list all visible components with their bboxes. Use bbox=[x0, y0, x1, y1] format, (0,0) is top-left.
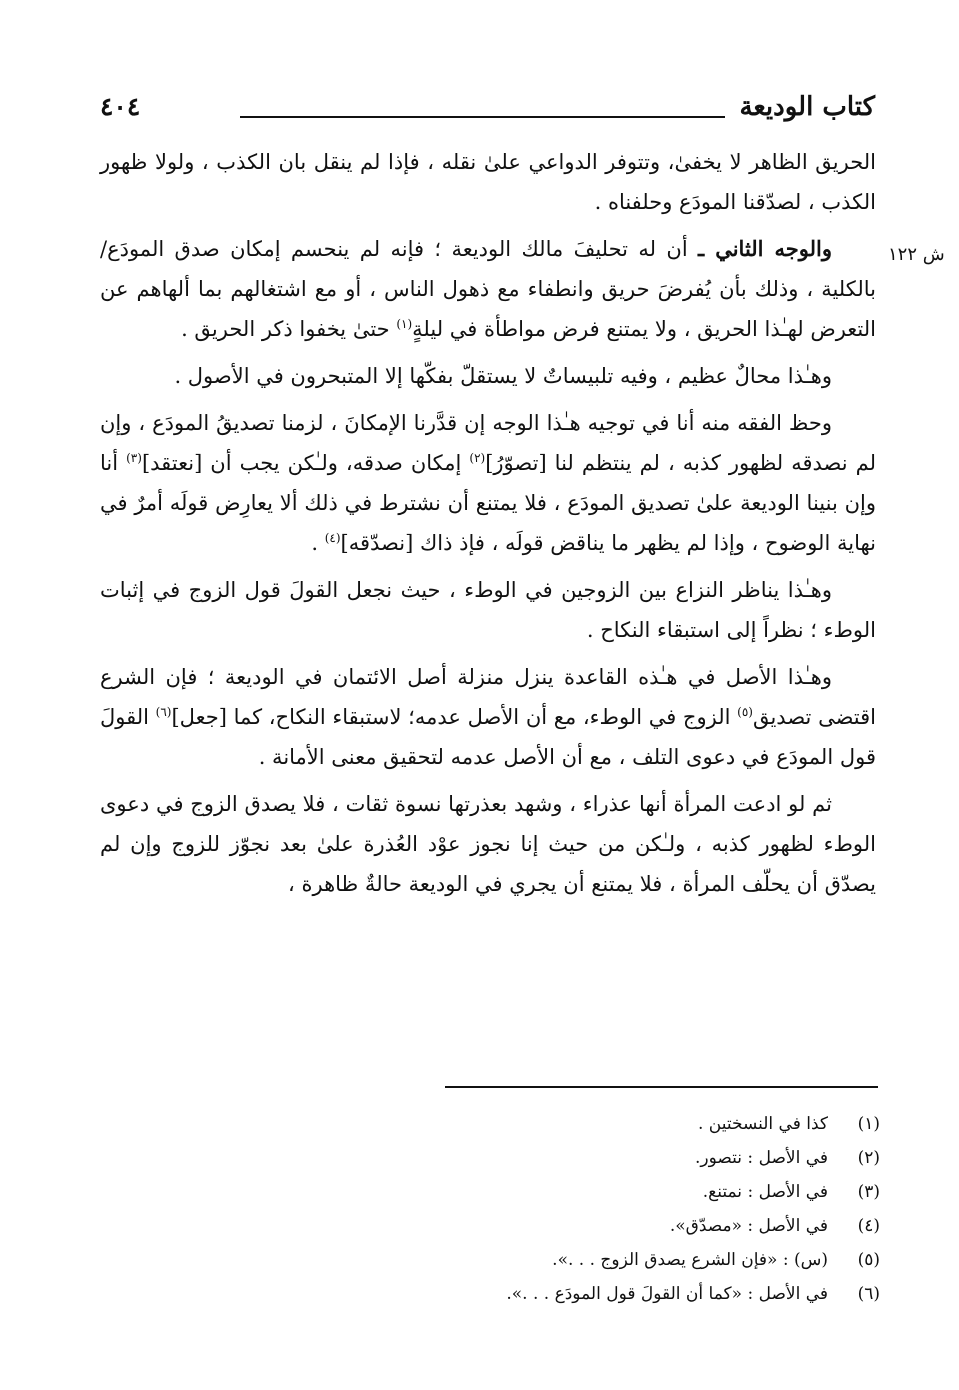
header-rule bbox=[240, 116, 725, 118]
paragraph-text: أنا وإن بنينا الوديعة علىٰ تصديق المودَع ، فلا يمتنع أن نشترط في ذلك ألا يعارِض قولَه أمرٌ في نهاية الوضوح ، وإذا لم يظهر ما يناقض قولَه ، فإذ ذاك [نصدّقه] bbox=[100, 451, 876, 555]
paragraph-text: وحظ الفقه منه أنا في توجيه هـٰذا الوجه إن قدَّرنا الإمكانَ ، لزمنا تصديقُ المودَع ، وإن لم نصدقه لظهور كذبه ، لم ينتظم لنا [تصوّرُ] bbox=[100, 411, 876, 475]
footnote-text: في الأصل : نتصور. bbox=[695, 1148, 828, 1168]
footnote-number: (٤) bbox=[857, 1216, 880, 1236]
footnote bbox=[300, 1141, 880, 1175]
paragraph-text: وهـٰذا الأصل في هـٰذه القاعدة ينزل منزلة أصل الائتمان في الوديعة ؛ فإن الشرع اقتضى تصديق bbox=[100, 665, 876, 729]
paragraph bbox=[100, 784, 876, 904]
paragraph-text: حتىٰ يخفوا ذكر الحريق . bbox=[181, 317, 397, 341]
main-text bbox=[100, 142, 876, 911]
footnote-ref: (١) bbox=[396, 317, 413, 331]
footnote-number: (٥) bbox=[857, 1250, 880, 1270]
footnote-ref: (٣) bbox=[126, 451, 142, 465]
running-header bbox=[100, 92, 875, 132]
footnote-text: في الأصل : «كما أن القولَ قول المودَع . . .». bbox=[506, 1284, 828, 1304]
paragraph-text: وهـٰذا يناظر النزاع بين الزوجين في الوطء ، حيث نجعل القولَ قول الزوج في إثبات الوطء ؛ نظراً إلى استبقاء النكاح . bbox=[100, 578, 876, 642]
footnote bbox=[300, 1175, 880, 1209]
footnote-ref: (٦) bbox=[155, 705, 172, 719]
paragraph-text: الزوج في الوطء، مع أن الأصل عدمه؛ لاستبقاء النكاح، كما [جعل] bbox=[171, 705, 738, 729]
paragraph bbox=[100, 657, 876, 777]
margin-reference: ش ١٢٢ bbox=[888, 244, 945, 265]
paragraph bbox=[100, 570, 876, 650]
paragraph-text: أن له تحليفَ مالك الوديعة ؛ فإنه لم ينحسم إمكان صدق المودَع/ بالكلية ، وذلك بأن يُفرضَ حريق وانطفاء مع ذهول الناس ، أو مع اشتغالهم بما ألهاهم عن التعرض لهـٰذا الحريق ، ولا يمتنع فرض مواطأة في ليلةٍ bbox=[100, 237, 876, 341]
footnote bbox=[300, 1107, 880, 1141]
footnote-ref: (٥) bbox=[737, 705, 753, 719]
paragraph-text: إمكان صدقه، ولـٰكن يجب أن [نعتقد] bbox=[141, 451, 470, 475]
paragraph-text: ثم لو ادعت المرأة أنها عذراء ، وشهد بعذرتها نسوة ثقات ، فلا يصدق الزوج في دعوى الوطء لظهور كذبه ، ولـٰكن من حيث إنا نجوز عوْد العُذرة علىٰ بعد نجوّز للزوج وإن لم يصدّق أن يحلّف المرأة ، فلا يمتنع أن يجري في الوديعة حالةٌ ظاهرة ، bbox=[100, 792, 876, 896]
footnote-number: (٢) bbox=[857, 1148, 880, 1168]
footnote-divider bbox=[445, 1086, 878, 1088]
paragraph-text: القولَ قول المودَع في دعوى التلف ، مع أن الأصل عدمه لتحقيق معنى الأمانة . bbox=[100, 705, 876, 769]
footnote bbox=[300, 1209, 880, 1243]
footnote-number: (٣) bbox=[857, 1182, 880, 1202]
footnote-number: (١) bbox=[857, 1114, 880, 1134]
paragraph-text: وهـٰذا محالٌ عظيم ، وفيه تلبيساتٌ لا يستقلّ بفكّها إلا المتبحرون في الأصول . bbox=[174, 364, 832, 388]
footnote-ref: (٤) bbox=[324, 531, 341, 545]
paragraph bbox=[100, 356, 876, 396]
footnote bbox=[300, 1277, 880, 1311]
page-number: ٤٠٤ bbox=[100, 92, 141, 121]
paragraph-lead: والوجه الثاني ـ bbox=[698, 236, 832, 261]
footnote bbox=[300, 1243, 880, 1277]
footnote-number: (٦) bbox=[857, 1284, 880, 1304]
paragraph-text: الحريق الظاهر لا يخفىٰ، وتتوفر الدواعي علىٰ نقله ، فإذا لم ينقل بان الكذب ، ولولا ظهور الكذب ، لصدّقنا المودَع وحلفناه . bbox=[100, 150, 876, 214]
footnote-ref: (٢) bbox=[469, 451, 486, 465]
footnote-text: في الأصل : «مصدّق». bbox=[669, 1216, 828, 1236]
footnotes bbox=[300, 1107, 880, 1311]
footnote-text: (س) : «فإن الشرع يصدق الزوج . . .». bbox=[552, 1250, 828, 1270]
paragraph bbox=[100, 229, 876, 349]
paragraph-text: . bbox=[311, 531, 325, 555]
paragraph bbox=[100, 403, 876, 563]
footnote-text: كذا في النسختين . bbox=[697, 1114, 828, 1134]
paragraph bbox=[100, 142, 876, 222]
book-title: كتاب الوديعة bbox=[739, 92, 875, 122]
footnote-text: في الأصل : نمتنع. bbox=[702, 1182, 828, 1202]
